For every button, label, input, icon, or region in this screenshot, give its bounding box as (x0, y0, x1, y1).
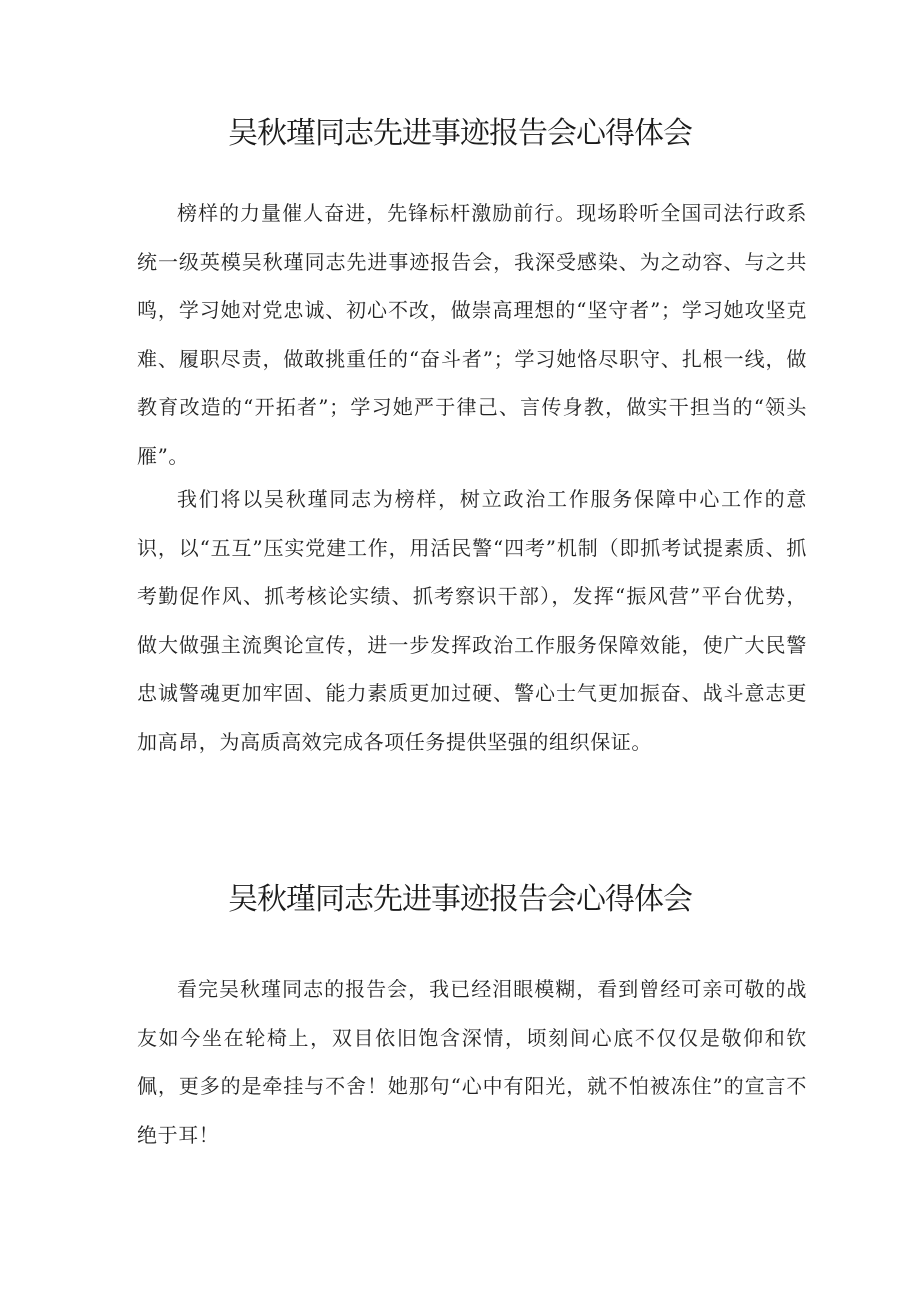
paragraph: 我们将以吴秋瑾同志为榜样，树立政治工作服务保障中心工作的意识，以“五互”压实党建工作，用活民警“四考”机制（即抓考试提素质、抓考勤促作风、抓考核论实绩、抓考察识干部），发挥“振风营”平台优势，做大做强主流舆论宣传，进一步发挥政治工作服务保障效能，使广大民警忠诚警魂更加牢固、能力素质更加过硬、警心士气更加振奋、战斗意志更加高昂，为高质高效完成各项任务提供坚强的组织保证。 (137, 487, 807, 754)
section-title: 吴秋瑾同志先进事迹报告会心得体会 (228, 882, 692, 917)
section-title: 吴秋瑾同志先进事迹报告会心得体会 (228, 116, 692, 151)
paragraph: 看完吴秋瑾同志的报告会，我已经泪眼模糊，看到曾经可亲可敬的战友如今坐在轮椅上，双目依旧饱含深情，顷刻间心底不仅仅是敬仰和钦佩，更多的是牵挂与不舍！她那句“心中有阳光，就不怕被冻住”的宣言不绝于耳！ (137, 977, 807, 1147)
paragraph: 榜样的力量催人奋进，先锋标杆激励前行。现场聆听全国司法行政系统一级英模吴秋瑾同志先进事迹报告会，我深受感染、为之动容、与之共鸣，学习她对党忠诚、初心不改，做崇高理想的“坚守者”；学习她攻坚克难、履职尽责，做敢挑重任的“奋斗者”；学习她恪尽职守、扎根一线，做教育改造的“开拓者”；学习她严于律己、言传身教，做实干担当的“领头雁”。 (137, 201, 807, 468)
